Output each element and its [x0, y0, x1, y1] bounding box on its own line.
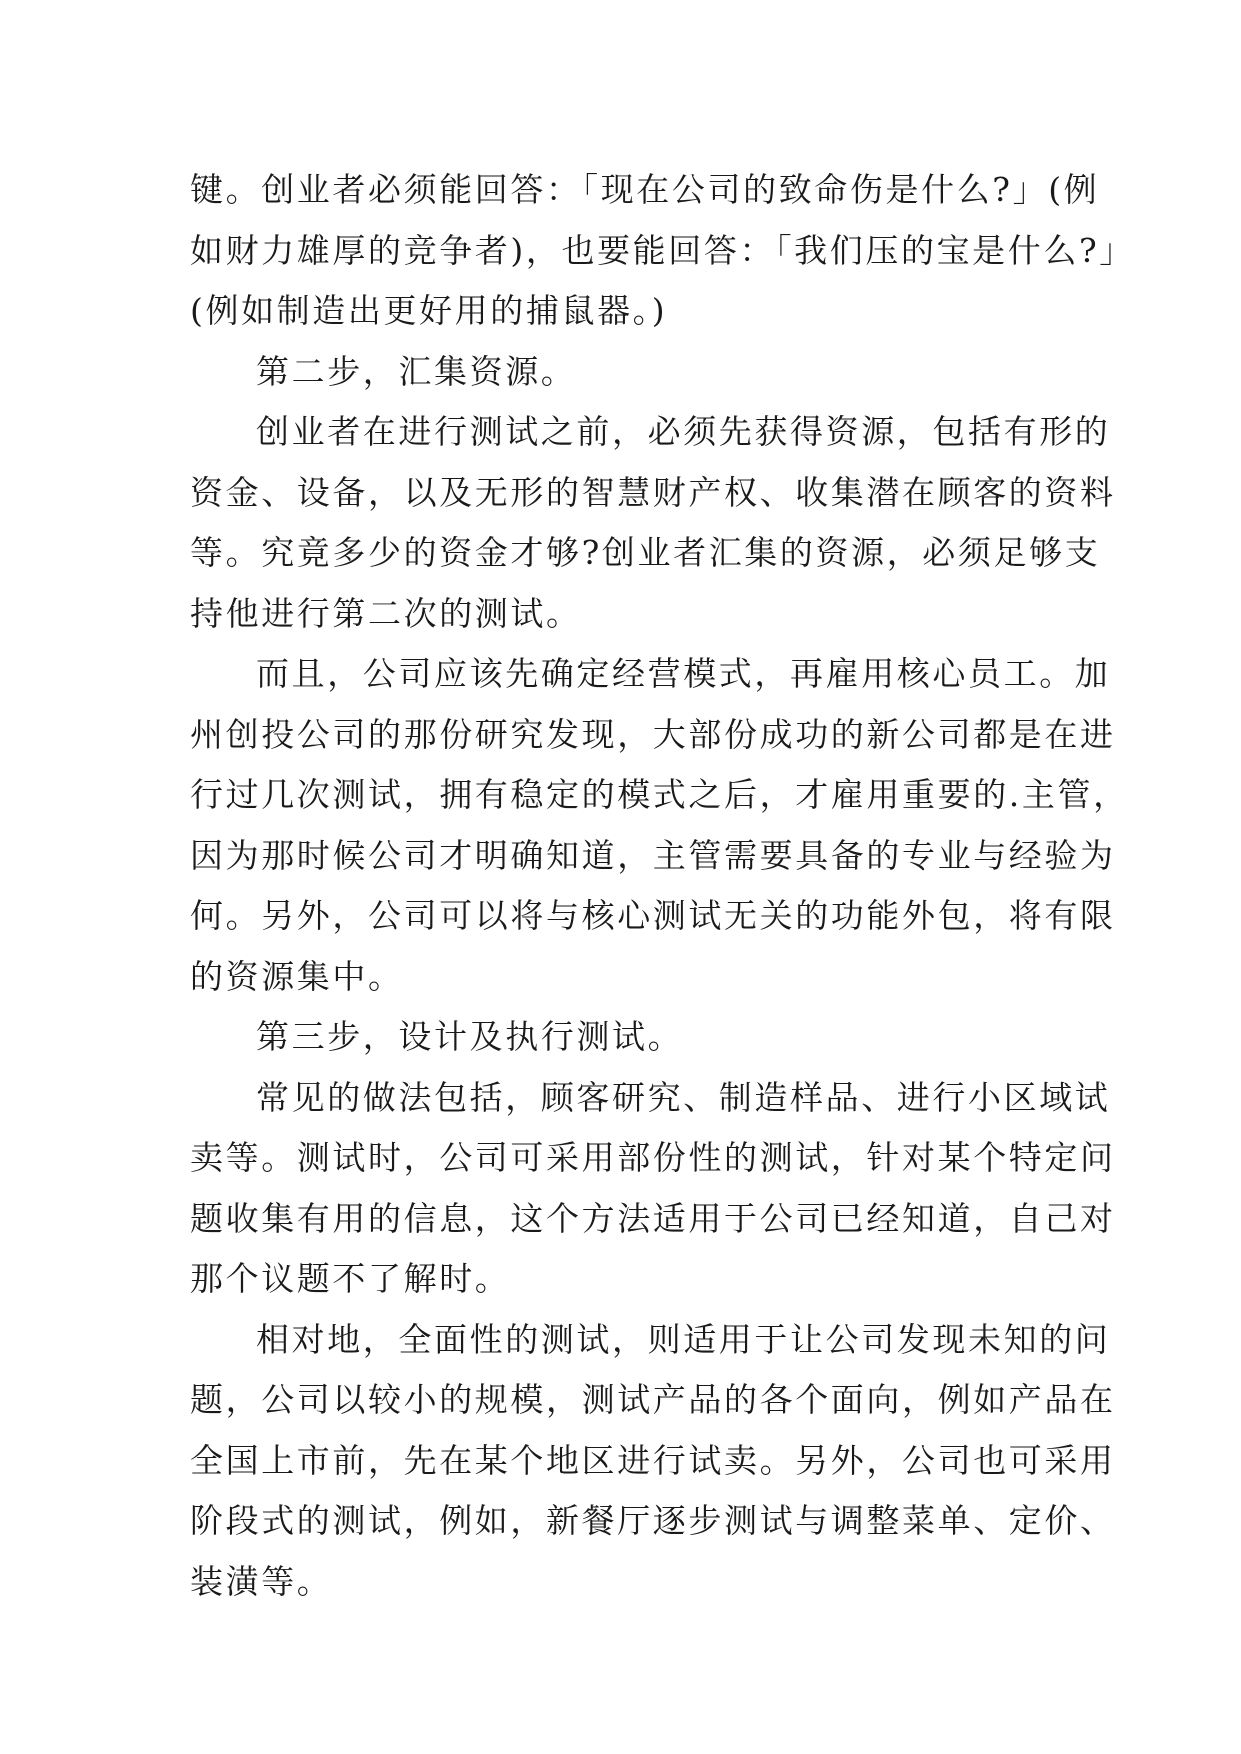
text-line: (例如制造出更好用的捕鼠器。) [190, 291, 668, 330]
text-line: 而且，公司应该先确定经营模式，再雇用核心员工。加 [256, 654, 1111, 693]
text-line: 的资源集中。 [190, 956, 404, 996]
text-line: 题，公司以较小的规模，测试产品的各个面向，例如产品在 [190, 1380, 1116, 1419]
text-line: 州创投公司的那份研究发现，大部份成功的新公司都是在进 [190, 714, 1116, 754]
text-line: 那个议题不了解时。 [190, 1259, 511, 1298]
text-line: 相对地，全面性的测试，则适用于让公司发现未知的问 [256, 1319, 1111, 1359]
text-line: 因为那时候公司才明确知道，主管需要具备的专业与经验为 [190, 835, 1116, 875]
text-line: 创业者在进行测试之前，必须先获得资源，包括有形的 [256, 412, 1111, 451]
text-line: 全国上市前，先在某个地区进行试卖。另外，公司也可采用 [190, 1440, 1116, 1480]
text-line: 装潢等。 [190, 1561, 333, 1601]
text-line: 资金、设备，以及无形的智慧财产权、收集潜在顾客的资料 [190, 472, 1116, 512]
text-line: 阶段式的测试，例如，新餐厅逐步测试与调整菜单、定价、 [190, 1501, 1116, 1540]
text-line: 键。创业者必须能回答：「现在公司的致命伤是什么?」(例 [190, 170, 1100, 209]
text-line: 何。另外，公司可以将与核心测试无关的功能外包，将有限 [190, 896, 1116, 935]
text-line: 常见的做法包括，顾客研究、制造样品、进行小区域试 [256, 1077, 1111, 1117]
text-line: 持他进行第二次的测试。 [190, 593, 582, 633]
section-heading-step-three: 第三步，设计及执行测试。 [256, 1017, 684, 1056]
text-line: 题收集有用的信息，这个方法适用于公司已经知道，自己对 [190, 1198, 1116, 1238]
text-line: 行过几次测试，拥有稳定的模式之后，才雇用重要的.主管， [190, 775, 1129, 814]
text-line: 卖等。测试时，公司可采用部份性的测试，针对某个特定问 [190, 1138, 1116, 1177]
text-line: 如财力雄厚的竞争者)，也要能回答：「我们压的宝是什么?」 [190, 230, 1135, 270]
section-heading-step-two: 第二步，汇集资源。 [256, 351, 577, 391]
body-text [190, 160, 1135, 1612]
text-line: 等。究竟多少的资金才够?创业者汇集的资源，必须足够支 [190, 533, 1101, 572]
